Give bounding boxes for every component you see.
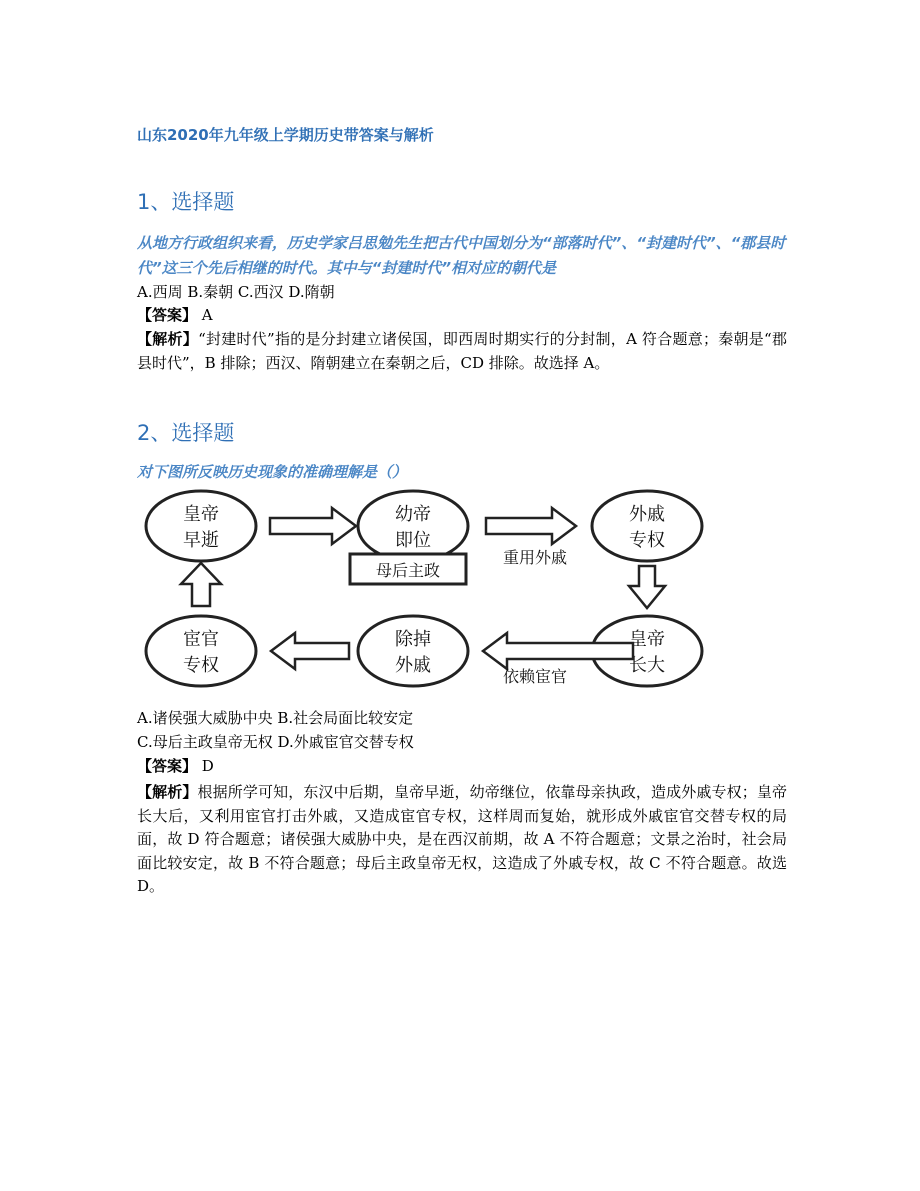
q1-answer-tag: 【答案】	[137, 306, 198, 324]
arrow-5-to-6	[271, 633, 349, 669]
box-empress-dowager	[350, 554, 466, 584]
q2-explain-text: 根据所学可知，东汉中后期，皇帝早逝，幼帝继位，依靠母亲执政，造成外戚专权；皇帝长大后，又利用宦官打击外戚，又造成宦官专权，这样周而复始，就形成外戚宦官交替专权的局面，故 D 符合题意；诸侯强大威胁中央，是在西汉前期，故 A 不符合题意；文景之治时，社会局面比较安定，故 B 不符合题意；母后主政皇帝无权，这造成了外戚专权，故 C 不符合题意。故选 D。	[137, 783, 787, 895]
q1-heading: 1、选择题	[137, 190, 235, 214]
q1-explain-tag: 【解析】	[137, 330, 199, 348]
node-child-emperor	[358, 491, 468, 561]
box-text: 母后主政	[375, 561, 441, 580]
q2-answer-value: D	[201, 757, 214, 775]
node-emperor-early-death	[146, 491, 256, 561]
document-title: 山东2020年九年级上学期历史带答案与解析	[137, 126, 434, 144]
history-cycle-diagram	[137, 488, 787, 698]
node-remove-consort	[358, 616, 468, 686]
q1-question: 从地方行政组织来看，历史学家吕思勉先生把古代中国划分为“部落时代”、“封建时代”、“郡县时代”这三个先后相继的时代。其中与“封建时代”相对应的朝代是	[137, 234, 786, 277]
arrow-6-to-1	[181, 563, 221, 606]
q2-options-cd: C.母后主政皇帝无权 D.外戚宦官交替专权	[137, 733, 414, 751]
q1-explanation	[137, 328, 787, 375]
label-rely-eunuch: 依赖宦官	[502, 667, 568, 686]
node-4-line-b: 长大	[629, 655, 665, 676]
q1-options: A.西周 B.秦朝 C.西汉 D.隋朝	[137, 283, 335, 301]
node-3-line-a: 外戚	[629, 504, 665, 525]
arrow-1-to-2	[270, 508, 356, 544]
node-consort-clan	[592, 491, 702, 561]
q2-answer	[137, 755, 787, 779]
arrow-3-to-4	[629, 566, 665, 608]
q1-answer	[137, 304, 787, 328]
q2-explanation	[137, 781, 787, 899]
q2-answer-tag: 【答案】	[137, 757, 198, 775]
q1-answer-value: A	[201, 306, 213, 324]
node-1-line-b: 早逝	[183, 530, 219, 551]
label-rely-consort: 重用外戚	[502, 548, 568, 567]
q1-explain-text: “封建时代”指的是分封建立诸侯国，即西周时期实行的分封制，A 符合题意；秦朝是“郡县时代”，B 排除；西汉、隋朝建立在秦朝之后，CD 排除。故选择 A。	[137, 330, 787, 372]
node-4-line-a: 皇帝	[629, 629, 665, 650]
node-5-line-a: 除掉	[395, 629, 431, 650]
q2-heading: 2、选择题	[137, 421, 235, 445]
node-6-line-b: 专权	[183, 655, 219, 676]
node-2-line-b: 即位	[395, 530, 431, 551]
node-5-line-b: 外戚	[395, 655, 431, 676]
node-eunuch-power	[146, 616, 256, 686]
node-3-line-b: 专权	[629, 530, 665, 551]
node-6-line-a: 宦官	[183, 629, 219, 650]
arrow-2-to-3	[486, 508, 576, 544]
node-2-line-a: 幼帝	[395, 504, 431, 525]
q2-options-ab: A.诸侯强大威胁中央 B.社会局面比较安定	[137, 709, 414, 727]
q2-explain-tag: 【解析】	[137, 783, 198, 801]
q2-question: 对下图所反映历史现象的准确理解是（）	[137, 463, 408, 481]
node-1-line-a: 皇帝	[183, 504, 219, 525]
